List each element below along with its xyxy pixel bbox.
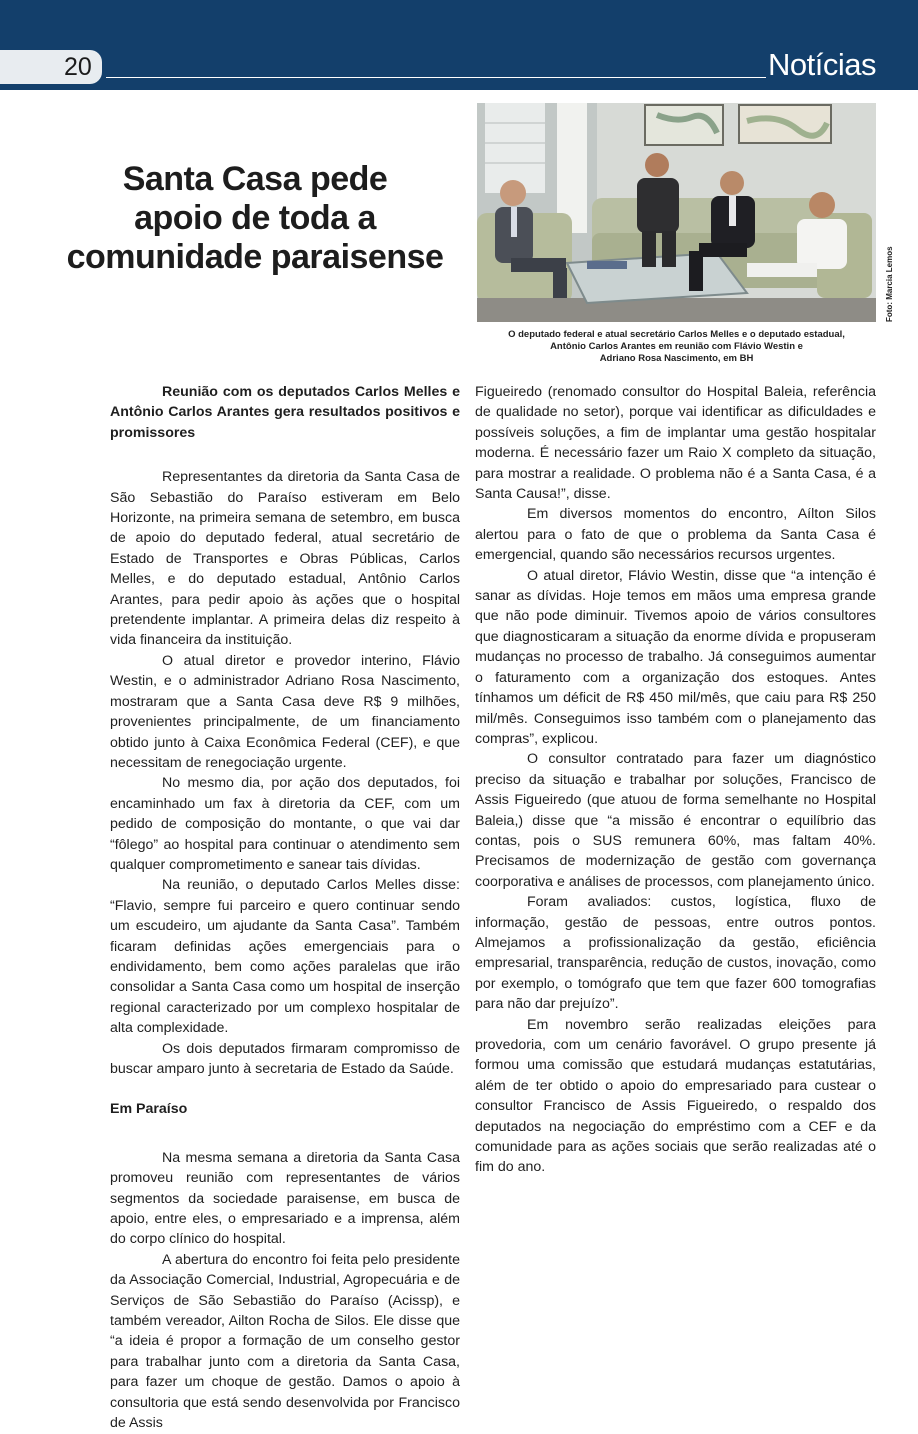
paragraph: O consultor contratado para fazer um diagnóstico preciso da situação e trabalhar por soluções, Francisco de Assis Figueiredo (que atuou de forma semelhante no Hospital Baleia,) disse que “a missão é encontrar o equilíbrio das contas, pois o SUS remunera 60%, mas faltam 40%. Precisamos de modernização de gestão com governança coorporativa e análises de processos, com planejamento único. (475, 751, 876, 890)
headline-line: comunidade paraisense (66, 238, 444, 276)
headline-line: apoio de toda a (134, 199, 376, 237)
caption-line: Adriano Rosa Nascimento, em BH (599, 353, 754, 364)
photo-caption (477, 329, 876, 365)
subheading: Em Paraíso (110, 1101, 188, 1118)
page-number: 20 (64, 53, 92, 81)
photo-credit: Foto: Marcia Lemos (885, 246, 894, 322)
paragraph-continuation: Figueiredo (renomado consultor do Hospital Baleia, referência de qualidade no setor), porque vai identificar as dificuldades e possíveis soluções, a fim de implantar uma gestão hospitalar moderna. É necessário fazer um Raio X completo da situação, para mostrar a realidade. O problema não é a Santa Casa, é a Santa Causa!”, disse. (475, 384, 876, 503)
header-rule (106, 77, 766, 78)
section-title: Notícias (768, 47, 876, 82)
paragraph: Na reunião, o deputado Carlos Melles disse: “Flavio, sempre fui parceiro e quero continuar sendo um escudeiro, um ajudante da Santa Casa”. Também ficaram definidas ações emergenciais para o endividamento, bem como ações paralelas que irão consolidar a Santa Casa como um hospital de inserção regional caracterizado por um complexo hospitalar de alta complexidade. (110, 877, 460, 1037)
caption-line: Antônio Carlos Arantes em reunião com Flávio Westin e (550, 341, 803, 352)
paragraph: Representantes da diretoria da Santa Casa de São Sebastião do Paraíso estiveram em Belo Horizonte, na primeira semana de setembro, em busca de apoio do deputado federal, atual secretário de Estado de Transportes e Obras Públicas, Carlos Melles, e do deputado estadual, Antônio Carlos Arantes, para pedir apoio às ações que o hospital pretendente implantar. A primeira delas diz respeito à vida financeira da instituição. (110, 469, 460, 649)
article-headline (48, 160, 462, 277)
paragraph: A abertura do encontro foi feita pelo presidente da Associação Comercial, Industrial, Agropecuária e de Serviços de São Sebastião do Paraíso (Acissp), e também vereador, Ailton Rocha de Silos. Ele disse que “a ideia é propor a formação de um conselho gestor para trabalhar junto com a diretoria da Santa Casa, para fazer um choque de gestão. Damos o apoio à consultoria que está sendo desenvolvida por Francisco de Assis (110, 1251, 460, 1432)
headline-line: Santa Casa pede (122, 160, 388, 198)
meeting-photo (477, 103, 876, 322)
paragraph: Em diversos momentos do encontro, Aílton Silos alertou para o fato de que o problema da Santa Casa é emergencial, quando são necessários recursos urgentes. (475, 506, 876, 564)
paragraph: Na mesma semana a diretoria da Santa Casa promoveu reunião com representantes de vários segmentos da sociedade paraisense, em busca de apoio, entre eles, o empresariado e a imprensa, além do corpo clínico do hospital. (110, 1149, 460, 1248)
article-column-right (475, 382, 876, 1178)
paragraph: O atual diretor e provedor interino, Flávio Westin, e o administrador Adriano Rosa Nascimento, mostraram que a Santa Casa deve R$ 9 milhões, provenientes principalmente, de um financiamento obtido junto à Caixa Econômica Federal (CEF), e que necessitam de renegociação urgente. (110, 652, 460, 771)
paragraph: O atual diretor, Flávio Westin, disse que “a intenção é sanar as dívidas. Hoje temos em mãos uma empresa grande que não pode diminuir. Tivemos apoio de vários consultores que diagnosticaram a situação da enorme dívida e propuseram mudanças no processo de trabalho. Já conseguimos aumentar o faturamento com a organização dos estoques. Antes tínhamos um déficit de R$ 450 mil/mês, que caiu para R$ 250 mil/mês. Conseguimos isso também com o planejamento das compras”, explicou. (475, 567, 876, 747)
article-lead: Reunião com os deputados Carlos Melles e Antônio Carlos Arantes gera resultados positivos e promissores (110, 384, 460, 441)
paragraph: Os dois deputados firmaram compromisso de buscar amparo junto à secretaria de Estado da Saúde. (110, 1040, 460, 1077)
caption-line: O deputado federal e atual secretário Carlos Melles e o deputado estadual, (508, 329, 845, 340)
article-column-left (110, 382, 460, 1434)
meeting-photo-illustration (477, 103, 876, 322)
paragraph: No mesmo dia, por ação dos deputados, foi encaminhado um fax à diretoria da CEF, com um pedido de composição do montante, o que vai dar “fôlego” ao hospital para continuar o atendimento sem qualquer comprometimento e sanear tais dívidas. (110, 775, 460, 873)
paragraph: Em novembro serão realizadas eleições para provedoria, com um cenário favorável. O grupo presente já formou uma comissão que estudará mudanças estatutárias, além de ter obtido o apoio do empresariado para custear o consultor Francisco de Assis Figueiredo, o respaldo dos deputados na negociação do empréstimo com a CEF e da comunidade para as ações sociais que serão realizadas até o fim do ano. (475, 1016, 876, 1176)
paragraph: Foram avaliados: custos, logística, fluxo de informação, gestão de pessoas, entre outros pontos. Almejamos a profissionalização da gestão, eficiência empresarial, transparência, redução de custos, inovação, como por exemplo, o tomógrafo que tem que fazer 600 tomografias para não dar prejuízo”. (475, 894, 876, 1013)
